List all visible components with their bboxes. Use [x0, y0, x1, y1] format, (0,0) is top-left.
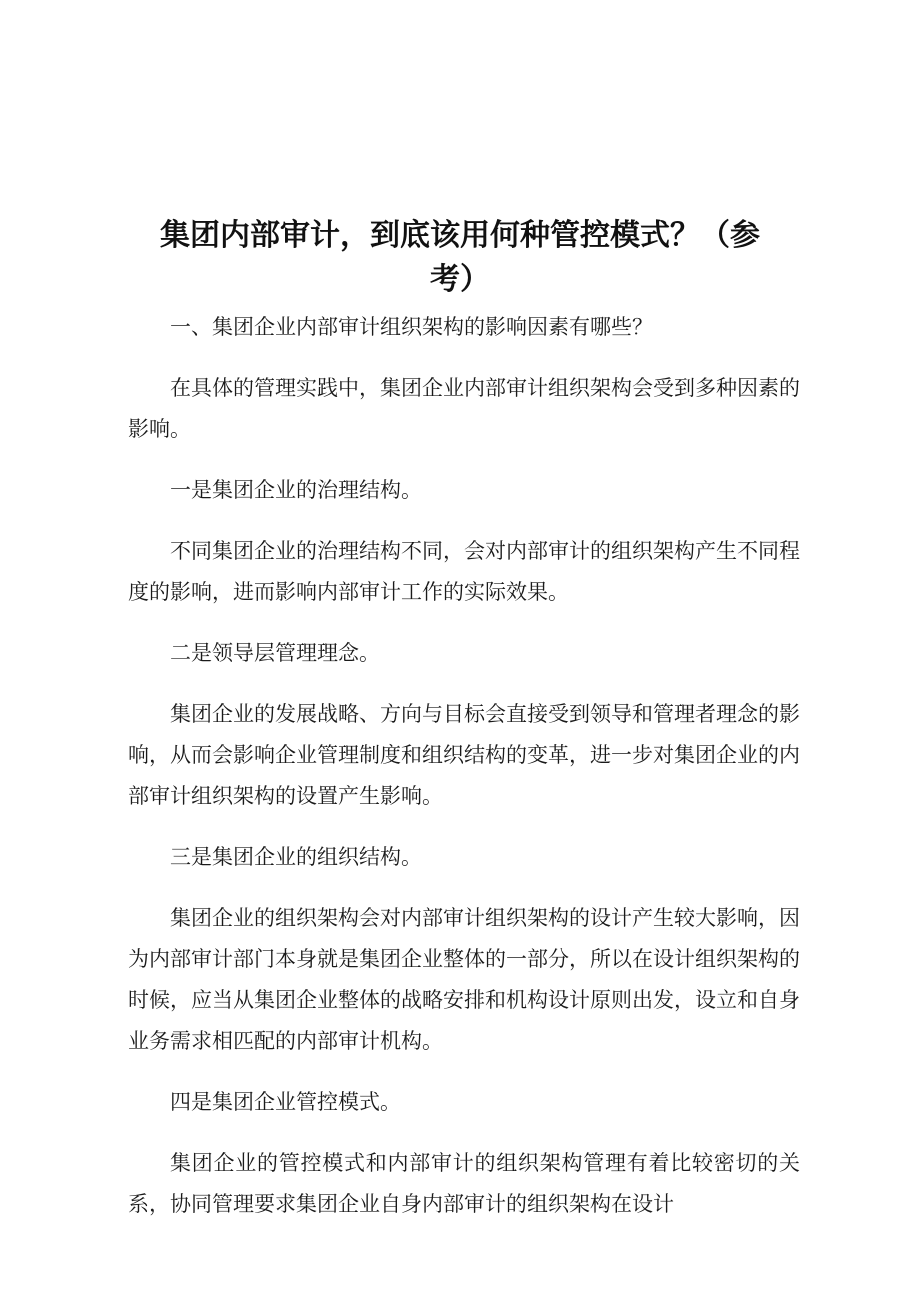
paragraph: 在具体的管理实践中，集团企业内部审计组织架构会受到多种因素的影响。: [128, 376, 800, 441]
factor-heading-2: 二是领导层管理理念。: [170, 641, 380, 665]
factor-heading-3: 三是集团企业的组织结构。: [170, 845, 422, 869]
factor-heading-1: 一是集团企业的治理结构。: [170, 478, 422, 502]
paragraph: 不同集团企业的治理结构不同，会对内部审计的组织架构产生不同程度的影响，进而影响内部审计工作的实际效果。: [128, 539, 800, 604]
document-title: 集团内部审计，到底该用何种管控模式？（参考）: [160, 218, 760, 297]
paragraph: 集团企业的发展战略、方向与目标会直接受到领导和管理者理念的影响，从而会影响企业管理制度和组织结构的变革，进一步对集团企业的内部审计组织架构的设置产生影响。: [128, 702, 800, 808]
document-body: [128, 307, 800, 1245]
factor-heading-4: 四是集团企业管控模式。: [170, 1090, 401, 1114]
paragraph: 集团企业的组织架构会对内部审计组织架构的设计产生较大影响，因为内部审计部门本身就是集团企业整体的一部分，所以在设计组织架构的时候，应当从集团企业整体的战略安排和机构设计原则出发，设立和自身业务需求相匹配的内部审计机构。: [128, 906, 800, 1053]
section-heading-1: 一、集团企业内部审计组织架构的影响因素有哪些？: [170, 315, 653, 339]
paragraph: 集团企业的管控模式和内部审计的组织架构管理有着比较密切的关系，协同管理要求集团企业自身内部审计的组织架构在设计: [128, 1151, 800, 1216]
